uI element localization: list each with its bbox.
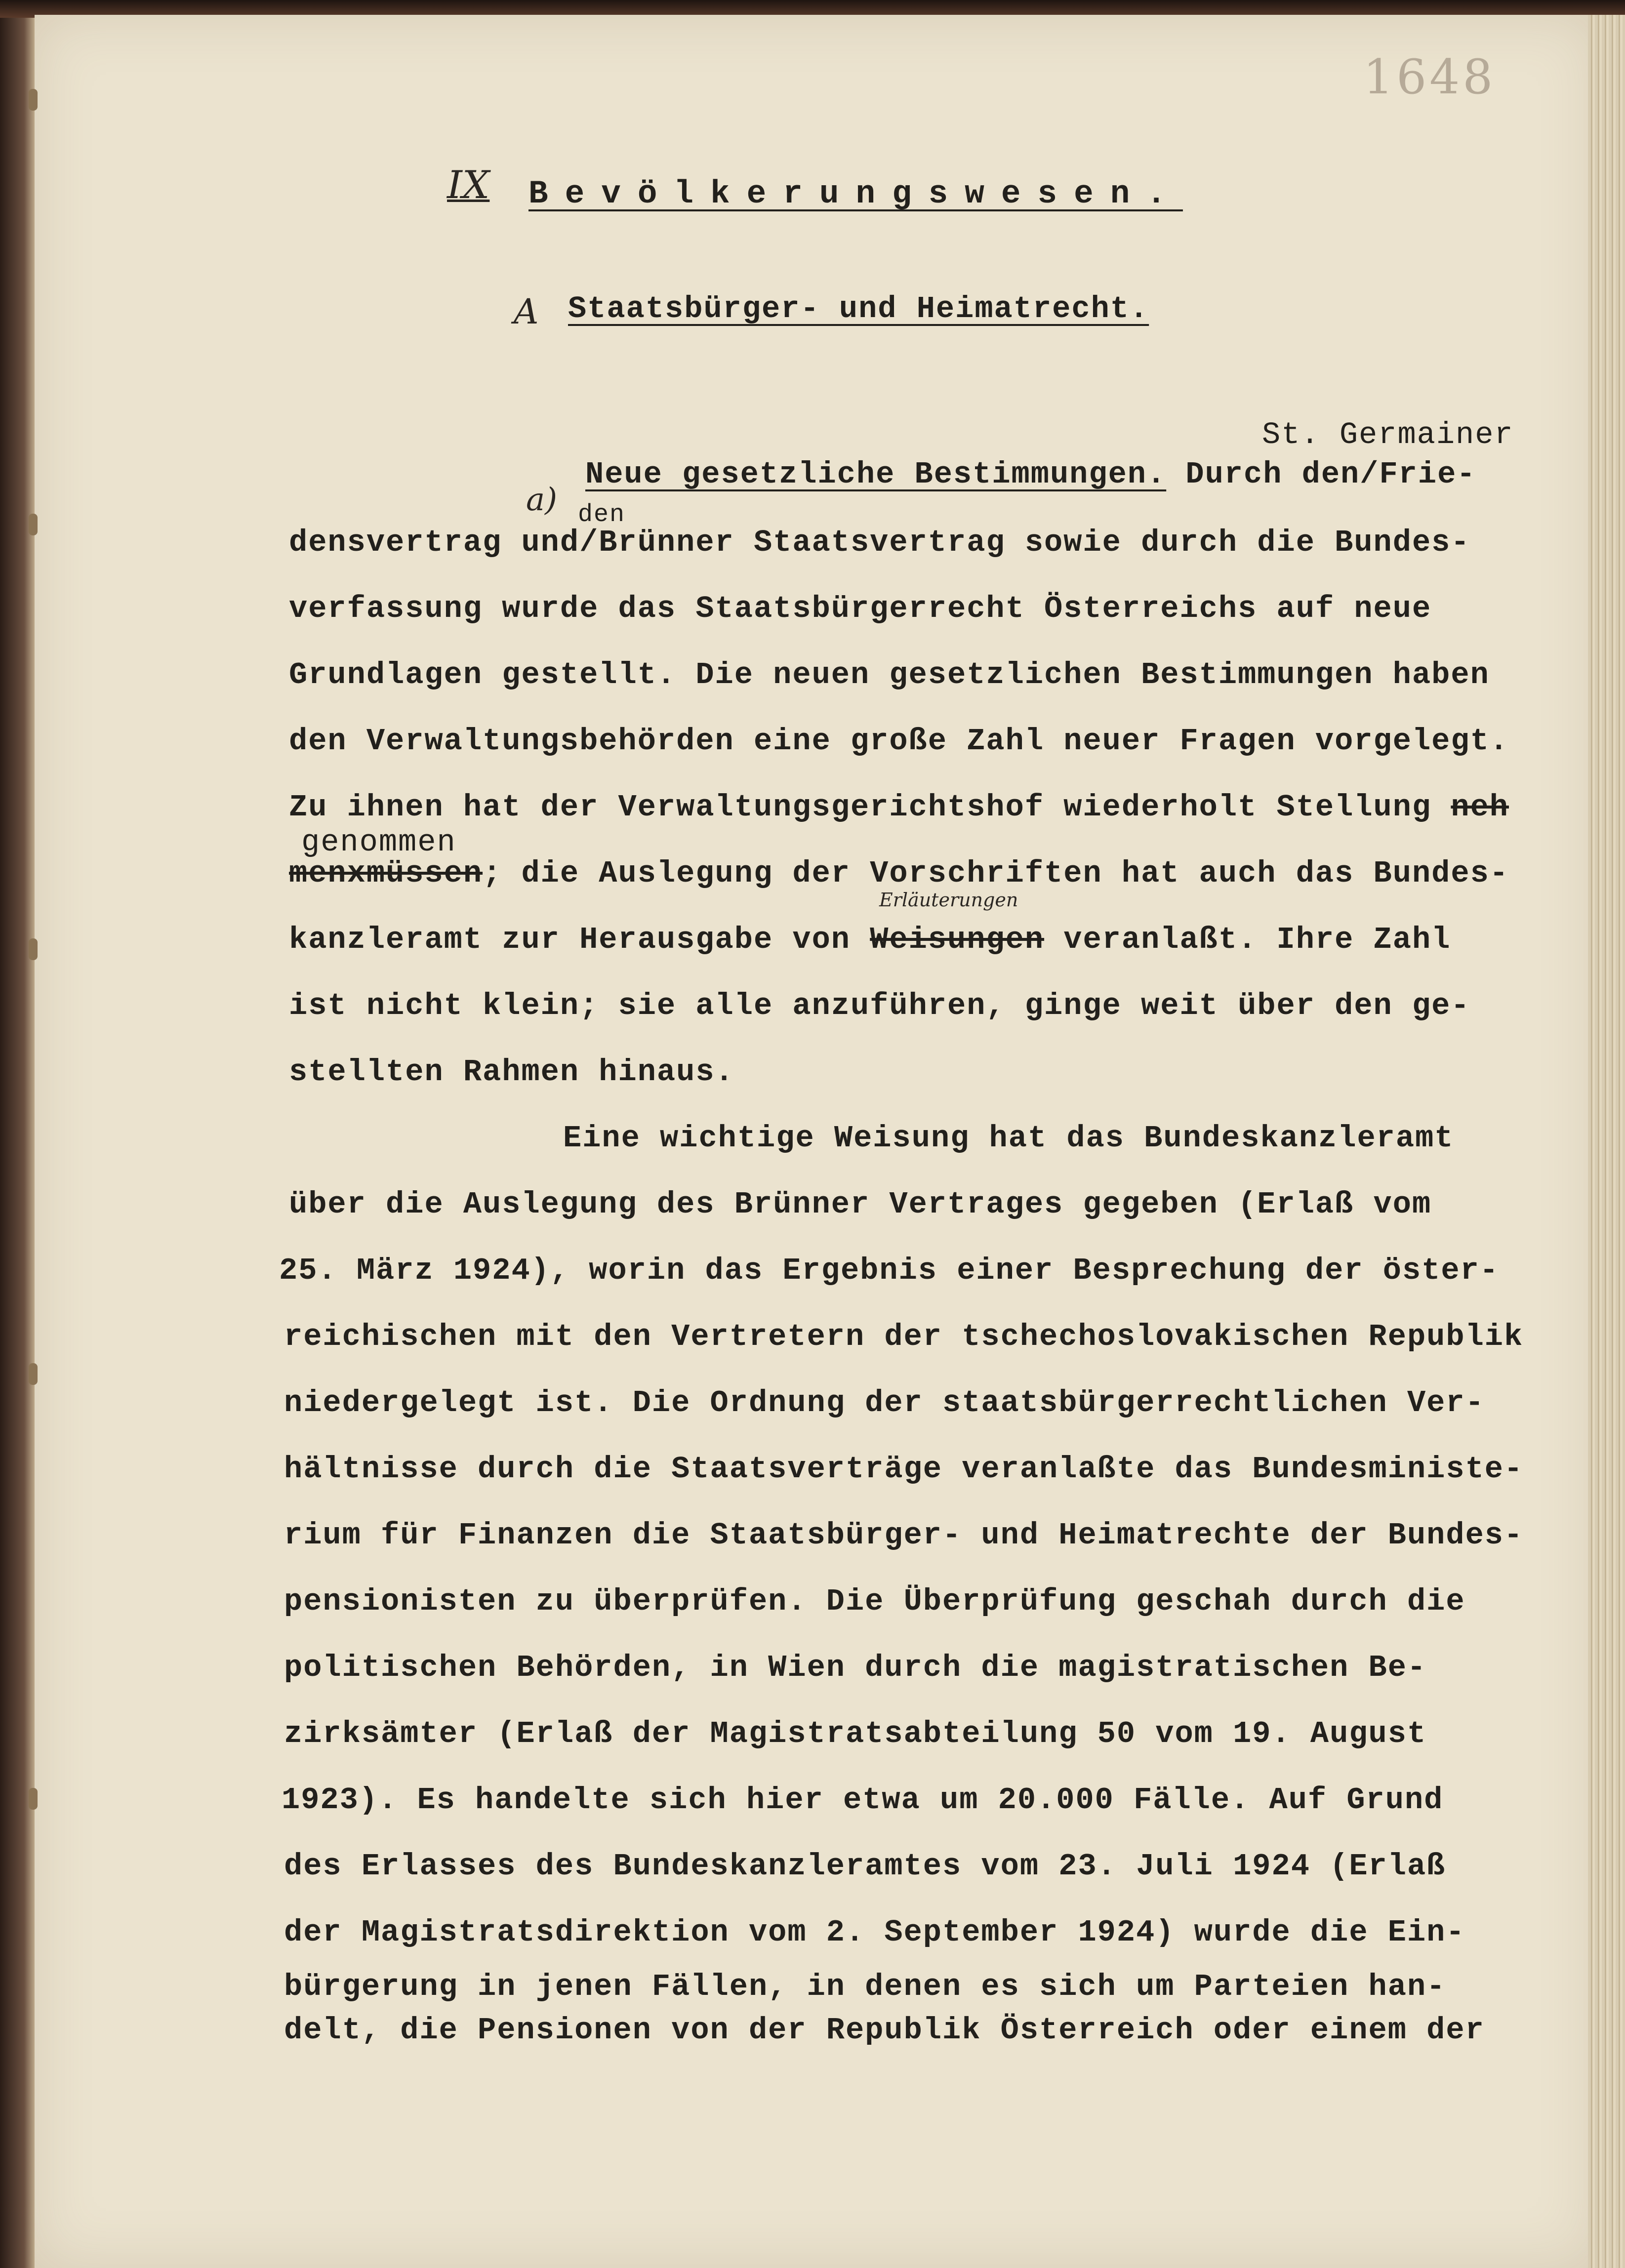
- book-spine: [0, 18, 35, 2268]
- text-line-8: [289, 922, 1451, 957]
- text-line-17: rium für Finanzen die Staatsbürger- und Heimatrechte der Bundes-: [284, 1518, 1524, 1553]
- text-line-9: ist nicht klein; sie alle anzuführen, ginge weit über den ge-: [289, 988, 1470, 1023]
- text-line-11: Eine wichtige Weisung hat das Bundeskanzleramt: [563, 1121, 1454, 1156]
- text-line-2: densvertrag und/Brünner Staatsvertrag sowie durch die Bundes-: [289, 525, 1470, 560]
- text-line-8-b: veranlaßt. Ihre Zahl: [1044, 922, 1451, 957]
- handwritten-insertion: Erläuterungen: [879, 889, 1018, 911]
- text-line-14: reichischen mit den Vertretern der tschechoslovakischen Republik: [284, 1319, 1524, 1354]
- roman-numeral-annotation: IX: [447, 163, 490, 207]
- text-line-20: zirksämter (Erlaß der Magistratsabteilung 50 vom 19. August: [284, 1716, 1427, 1751]
- binding-stitch: [29, 1788, 38, 1810]
- text-line-10: stellten Rahmen hinaus.: [289, 1054, 734, 1090]
- text-line-19: politischen Behörden, in Wien durch die magistratischen Be-: [284, 1650, 1427, 1685]
- subsection-title: Neue gesetzliche Bestimmungen.: [585, 457, 1167, 492]
- binding-stitch: [29, 89, 38, 111]
- subsection-annotation: a): [526, 482, 558, 518]
- struck-text: neh: [1451, 790, 1509, 825]
- struck-text: menxmüssen: [289, 856, 483, 891]
- text-line-7-rest: ; die Auslegung der Vorschriften hat auch das Bundes-: [483, 856, 1509, 891]
- binding-stitch: [29, 938, 38, 960]
- chapter-heading: Bevölkerungswesen.: [528, 175, 1183, 212]
- text-line-18: pensionisten zu überprüfen. Die Überprüfung geschah durch die: [284, 1584, 1465, 1619]
- struck-text: Weisungen: [870, 922, 1045, 957]
- text-line-25: delt, die Pensionen von der Republik Österreich oder einem der: [284, 2013, 1485, 2048]
- text-line-1-rest: Durch den/Frie-: [1166, 457, 1476, 492]
- text-line-23: der Magistratsdirektion vom 2. September 1924) wurde die Ein-: [284, 1915, 1465, 1950]
- section-letter-annotation: A: [514, 291, 539, 332]
- folio-number: 1648: [1363, 49, 1496, 105]
- binding-stitch: [29, 514, 38, 535]
- text-line-1: [585, 459, 1476, 490]
- text-line-12: über die Auslegung des Brünner Vertrages gegeben (Erlaß vom: [289, 1187, 1432, 1222]
- text-line-16: hältnisse durch die Staatsverträge veranlaßte das Bundesministe-: [284, 1452, 1524, 1487]
- text-line-5: den Verwaltungsbehörden eine große Zahl neuer Fragen vorgelegt.: [289, 724, 1509, 759]
- text-line-4: Grundlagen gestellt. Die neuen gesetzlichen Bestimmungen haben: [289, 657, 1490, 692]
- text-line-24: bürgerung in jenen Fällen, in denen es sich um Parteien han-: [284, 1969, 1446, 2004]
- text-line-6-main: Zu ihnen hat der Verwaltungsgerichtshof wiederholt Stellung: [289, 790, 1451, 825]
- interlinear-insertion: genommen: [301, 825, 456, 860]
- interlinear-insertion: St. Germainer: [1262, 417, 1514, 452]
- interlinear-insertion: den: [578, 501, 626, 529]
- text-line-6: [289, 792, 1509, 823]
- text-line-21: 1923). Es handelte sich hier etwa um 20.000 Fälle. Auf Grund: [282, 1782, 1444, 1818]
- binding-stitch: [29, 1363, 38, 1385]
- text-line-3: verfassung wurde das Staatsbürgerrecht Österreichs auf neue: [289, 591, 1432, 626]
- text-line-15: niedergelegt ist. Die Ordnung der staatsbürgerrechtlichen Ver-: [284, 1385, 1485, 1420]
- text-line-13: 25. März 1924), worin das Ergebnis einer Besprechung der öster-: [279, 1253, 1499, 1288]
- text-line-22: des Erlasses des Bundeskanzleramtes vom 23. Juli 1924 (Erlaß: [284, 1849, 1446, 1884]
- text-line-8-a: kanzleramt zur Herausgabe von: [289, 922, 870, 957]
- page-stack-edge: [1588, 15, 1625, 2268]
- section-heading: Staatsbürger- und Heimatrecht.: [568, 291, 1149, 326]
- text-line-7: [289, 858, 1509, 889]
